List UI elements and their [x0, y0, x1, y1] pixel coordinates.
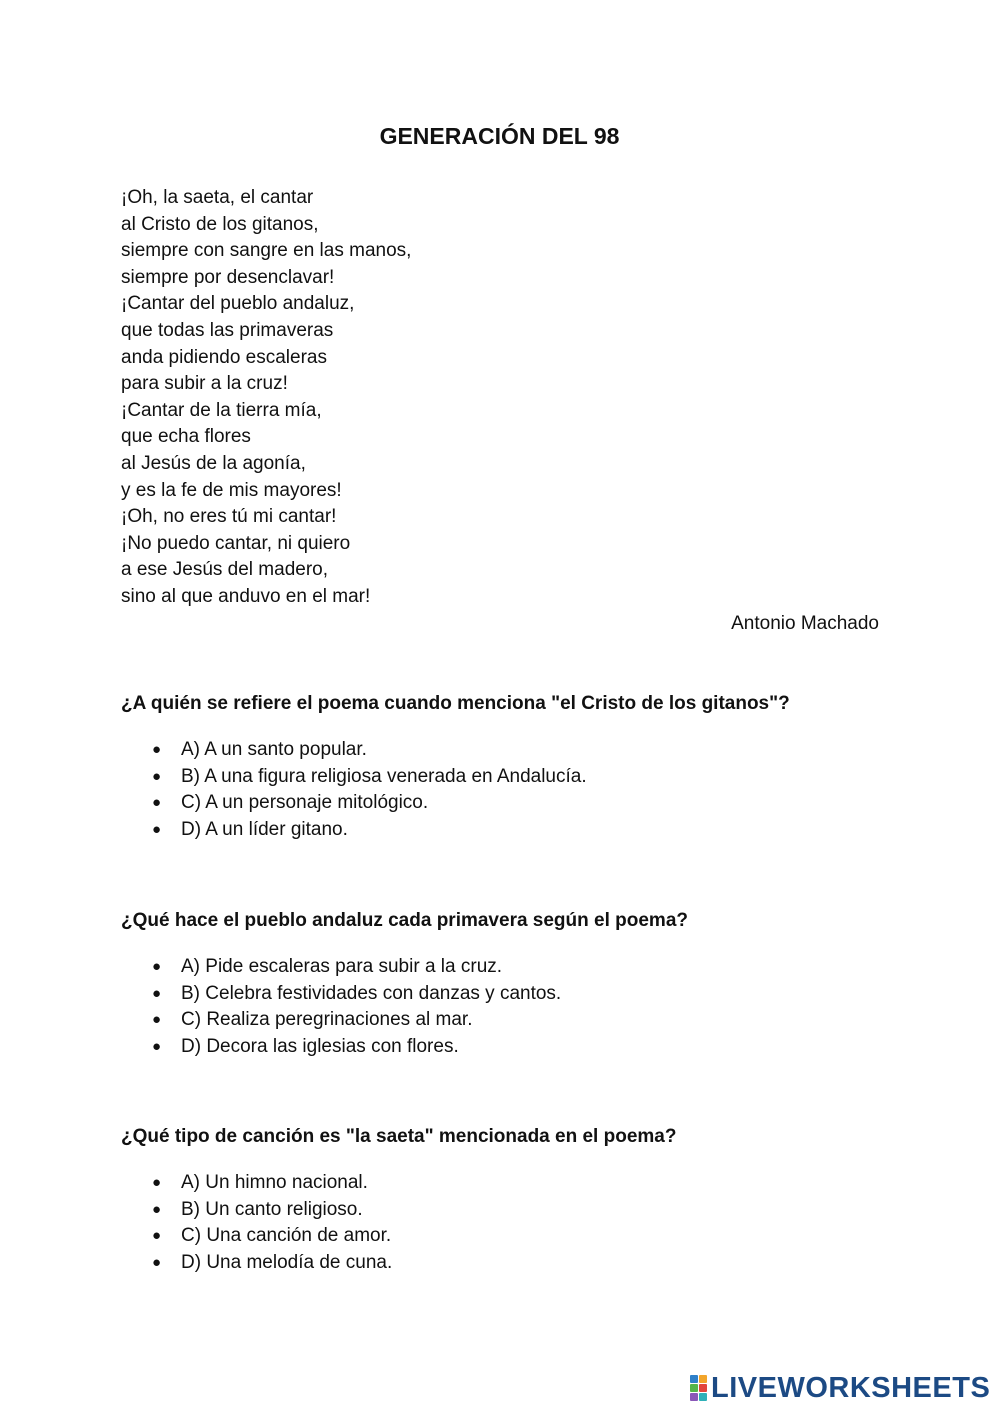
poem-line: anda pidiendo escaleras: [121, 346, 327, 368]
option-b[interactable]: [150, 764, 587, 791]
poem-line: y es la fe de mis mayores!: [121, 479, 342, 501]
poem-line: que echa flores: [121, 426, 251, 448]
option-c[interactable]: [150, 1223, 392, 1250]
option-label: C) Realiza peregrinaciones al mar.: [181, 1009, 473, 1031]
bullet-icon: ●: [152, 741, 162, 758]
option-a[interactable]: [150, 954, 561, 981]
poem-line: siempre con sangre en las manos,: [121, 240, 412, 262]
option-label: C) A un personaje mitológico.: [181, 792, 429, 814]
poem-line: al Cristo de los gitanos,: [121, 213, 319, 235]
page-title: GENERACIÓN DEL 98: [379, 123, 620, 149]
bullet-icon: ●: [152, 1200, 162, 1218]
bullet-icon: ●: [152, 767, 162, 785]
bullet-icon: ●: [152, 794, 162, 812]
option-label: B) A una figura religiosa venerada en Andalucía.: [181, 765, 587, 787]
question-2: ¿Qué hace el pueblo andaluz cada primavera según el poema?: [121, 910, 689, 931]
bullet-icon: ●: [152, 958, 162, 975]
poem-line: ¡Oh, la saeta, el cantar: [121, 187, 314, 208]
poem: [121, 185, 881, 637]
option-d[interactable]: [150, 817, 587, 844]
poem-line: ¡Oh, no eres tú mi cantar!: [121, 506, 337, 528]
question-3-options: [150, 1170, 392, 1276]
option-label: A) Pide escaleras para subir a la cruz.: [181, 956, 503, 977]
option-b[interactable]: [150, 981, 561, 1008]
logo-text: LIVEWORKSHEETS: [711, 1372, 991, 1404]
logo-mark-cell: [690, 1384, 698, 1392]
poem-line: ¡Cantar del pueblo andaluz,: [121, 293, 355, 315]
poem-line: sino al que anduvo en el mar!: [121, 585, 371, 607]
option-label: D) Una melodía de cuna.: [181, 1251, 393, 1273]
bullet-icon: ●: [152, 984, 162, 1002]
logo-mark-cell: [690, 1393, 698, 1401]
liveworksheets-logo[interactable]: [690, 1373, 990, 1403]
logo-mark-cell: [699, 1384, 707, 1392]
logo-mark-cell: [690, 1375, 698, 1383]
logo-mark-cell: [699, 1375, 707, 1383]
poem-line: ¡No puedo cantar, ni quiero: [121, 532, 351, 554]
bullet-icon: ●: [152, 820, 162, 838]
option-label: B) Celebra festividades con danzas y cantos.: [181, 982, 562, 1004]
question-2-options: [150, 954, 561, 1060]
poem-line: siempre por desenclavar!: [121, 266, 335, 288]
option-d[interactable]: [150, 1250, 392, 1277]
option-label: D) Decora las iglesias con flores.: [181, 1035, 459, 1057]
poem-line: ¡Cantar de la tierra mía,: [121, 399, 322, 421]
poem-line: para subir a la cruz!: [121, 373, 288, 395]
poem-author: Antonio Machado: [731, 612, 879, 634]
bullet-icon: ●: [152, 1011, 162, 1029]
bullet-icon: ●: [152, 1227, 162, 1245]
question-3: ¿Qué tipo de canción es "la saeta" mencionada en el poema?: [121, 1126, 677, 1147]
option-label: C) Una canción de amor.: [181, 1225, 392, 1247]
logo-mark-cell: [699, 1393, 707, 1401]
option-label: A) A un santo popular.: [181, 739, 367, 760]
option-b[interactable]: [150, 1197, 392, 1224]
poem-line: a ese Jesús del madero,: [121, 559, 329, 581]
option-d[interactable]: [150, 1034, 561, 1061]
option-a[interactable]: [150, 737, 587, 764]
option-label: A) Un himno nacional.: [181, 1172, 368, 1193]
option-a[interactable]: [150, 1170, 392, 1197]
bullet-icon: ●: [152, 1037, 162, 1055]
poem-line: que todas las primaveras: [121, 319, 334, 341]
option-label: B) Un canto religioso.: [181, 1198, 363, 1220]
option-c[interactable]: [150, 790, 587, 817]
question-1-options: [150, 737, 587, 843]
question-1: ¿A quién se refiere el poema cuando menciona "el Cristo de los gitanos"?: [121, 693, 790, 714]
option-label: D) A un líder gitano.: [181, 818, 348, 840]
bullet-icon: ●: [152, 1253, 162, 1271]
bullet-icon: ●: [152, 1174, 162, 1191]
poem-line: al Jesús de la agonía,: [121, 452, 306, 474]
logo-mark-icon: [690, 1375, 707, 1401]
option-c[interactable]: [150, 1007, 561, 1034]
